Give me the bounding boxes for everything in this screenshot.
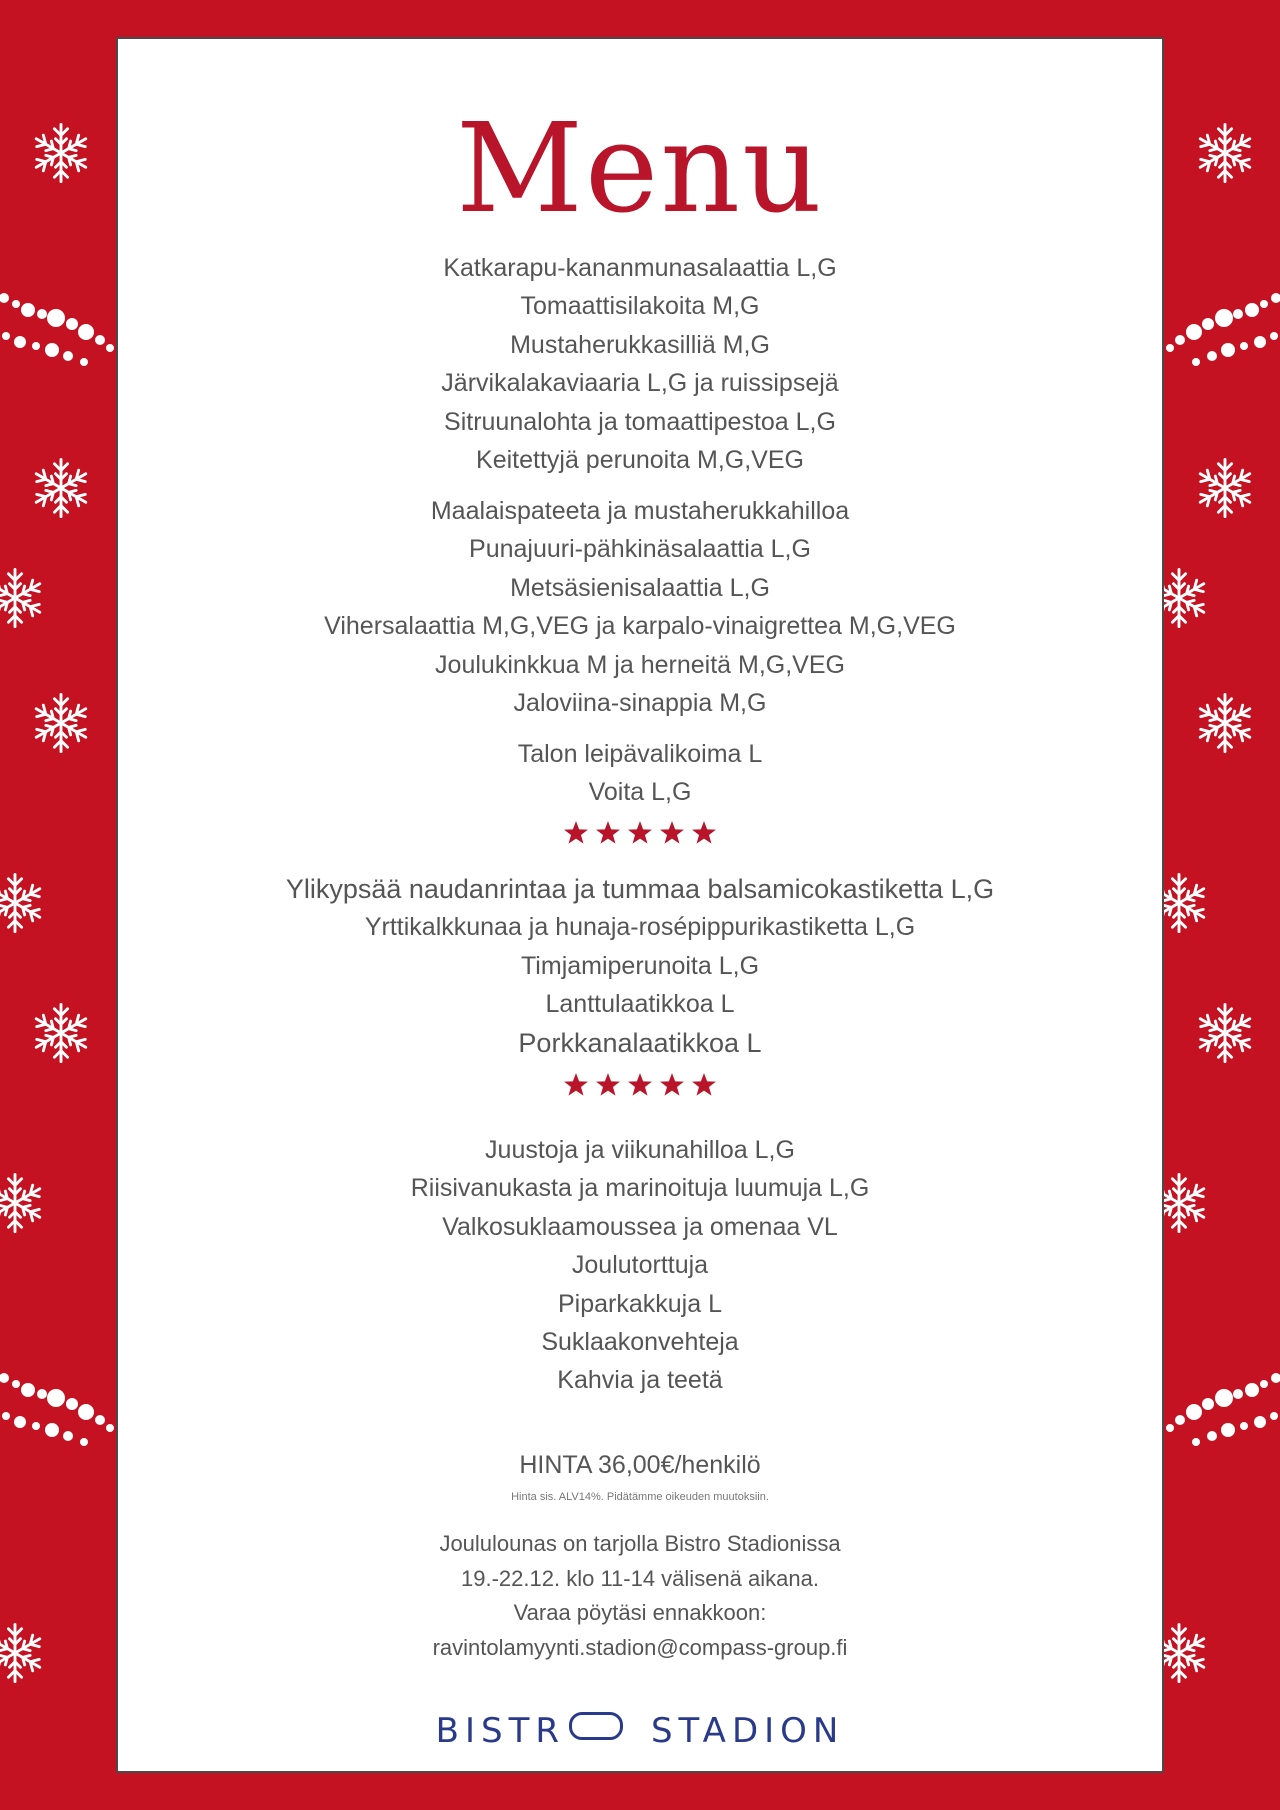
menu-item: Joulutorttuja (571, 1251, 709, 1280)
snowflake-icon (0, 1620, 48, 1686)
star-icon (691, 1072, 717, 1098)
info-line: Varaa pöytäsi ennakkoon: (513, 1600, 767, 1625)
logo-text-right: STADION (650, 1711, 845, 1751)
star-icon (563, 1072, 589, 1098)
price-label: HINTA 36,00€/henkilö (519, 1451, 761, 1479)
snowflake-icon (1192, 1000, 1258, 1066)
menu-item: Ylikypsää naudanrintaa ja tummaa balsamicokastiketta L,G (285, 874, 995, 904)
menu-item: Vihersalaattia M,G,VEG ja karpalo-vinaigrettea M,G,VEG (324, 612, 956, 641)
menu-item: Suklaakonvehteja (541, 1327, 739, 1356)
dotted-garland-icon (0, 1360, 116, 1450)
snowflake-icon (1192, 455, 1258, 521)
contact-email[interactable]: ravintolamyynti.stadion@compass-group.fi (432, 1634, 848, 1660)
star-icon (563, 820, 589, 846)
star-icon (595, 820, 621, 846)
snowflake-icon (28, 120, 94, 186)
info-line: 19.-22.12. klo 11-14 välisenä aikana. (461, 1565, 819, 1591)
menu-item: Riisivanukasta ja marinoituja luumuja L,G (410, 1174, 870, 1203)
menu-item: Yrttikalkkunaa ja hunaja-rosépippurikastiketta L,G (364, 913, 916, 942)
snowflake-icon (1192, 120, 1258, 186)
left-border-decoration (0, 0, 116, 1810)
menu-item: Keitettyjä perunoita M,G,VEG (476, 445, 804, 474)
snowflake-icon (28, 690, 94, 756)
menu-item: Punajuuri-pähkinäsalaattia L,G (469, 535, 811, 564)
price-note: Hinta sis. ALV14%. Pidätämme oikeuden muutoksiin. (511, 1491, 769, 1503)
menu-item: Katkarapu-kananmunasalaattia L,G (443, 254, 837, 282)
menu-item: Valkosuklaamoussea ja omenaa VL (442, 1212, 838, 1241)
menu-item: Mustaherukkasilliä M,G (510, 330, 770, 359)
snowflake-icon (1164, 1620, 1212, 1686)
menu-item: Joulukinkkua M ja herneitä M,G,VEG (435, 650, 845, 679)
dotted-garland-icon (1164, 1360, 1280, 1450)
right-border-decoration (1164, 0, 1280, 1810)
snowflake-icon (1164, 565, 1212, 631)
star-icon (627, 1072, 653, 1098)
dotted-garland-icon (1164, 280, 1280, 370)
star-icon (627, 820, 653, 846)
star-icon (595, 1072, 621, 1098)
snowflake-icon (1192, 690, 1258, 756)
menu-item: Järvikalakaviaaria L,G ja ruissipsejä (441, 369, 839, 398)
menu-title: Menu (455, 97, 825, 241)
menu-item: Porkkanalaatikkoa L (518, 1027, 762, 1058)
menu-item: Jaloviina-sinappia M,G (513, 688, 767, 717)
snowflake-icon (1164, 1170, 1212, 1236)
desserts-list (118, 1131, 1162, 1400)
menu-item: Timjamiperunoita L,G (520, 951, 760, 980)
snowflake-icon (0, 565, 48, 631)
star-icon (659, 820, 685, 846)
menu-item: Voita L,G (588, 778, 692, 807)
snowflake-icon (0, 1170, 48, 1236)
lunch-info (118, 1527, 1162, 1665)
star-divider (118, 1072, 1162, 1106)
snowflake-icon (1164, 870, 1212, 936)
menu-item: Lanttulaatikkoa L (545, 990, 735, 1019)
menu-item: Juustoja ja viikunahilloa L,G (485, 1136, 795, 1164)
cold-starters-list (118, 249, 1162, 479)
menu-item: Piparkakkuja L (558, 1289, 722, 1318)
menu-item: Metsäsienisalaattia L,G (510, 573, 770, 602)
salads-list (118, 492, 1162, 722)
logo-mark-icon (569, 1712, 623, 1740)
bistro-stadion-logo (118, 1711, 1162, 1751)
snowflake-icon (28, 455, 94, 521)
snowflake-icon (28, 1000, 94, 1066)
star-icon (659, 1072, 685, 1098)
menu-item: Sitruunalohta ja tomaattipestoa L,G (444, 407, 836, 436)
bread-list (118, 735, 1162, 812)
mains-list (118, 870, 1162, 1062)
star-icon (691, 820, 717, 846)
snowflake-icon (0, 870, 48, 936)
menu-item: Kahvia ja teetä (557, 1366, 723, 1395)
star-divider (118, 820, 1162, 854)
menu-card (116, 37, 1164, 1773)
info-line: Joululounas on tarjolla Bistro Stadionissa (439, 1531, 841, 1556)
dotted-garland-icon (0, 280, 116, 370)
menu-item: Talon leipävalikoima L (517, 740, 763, 768)
logo-text-left: BISTR (435, 1711, 565, 1751)
menu-item: Tomaattisilakoita M,G (520, 292, 760, 321)
menu-item: Maalaispateeta ja mustaherukkahilloa (430, 497, 850, 525)
